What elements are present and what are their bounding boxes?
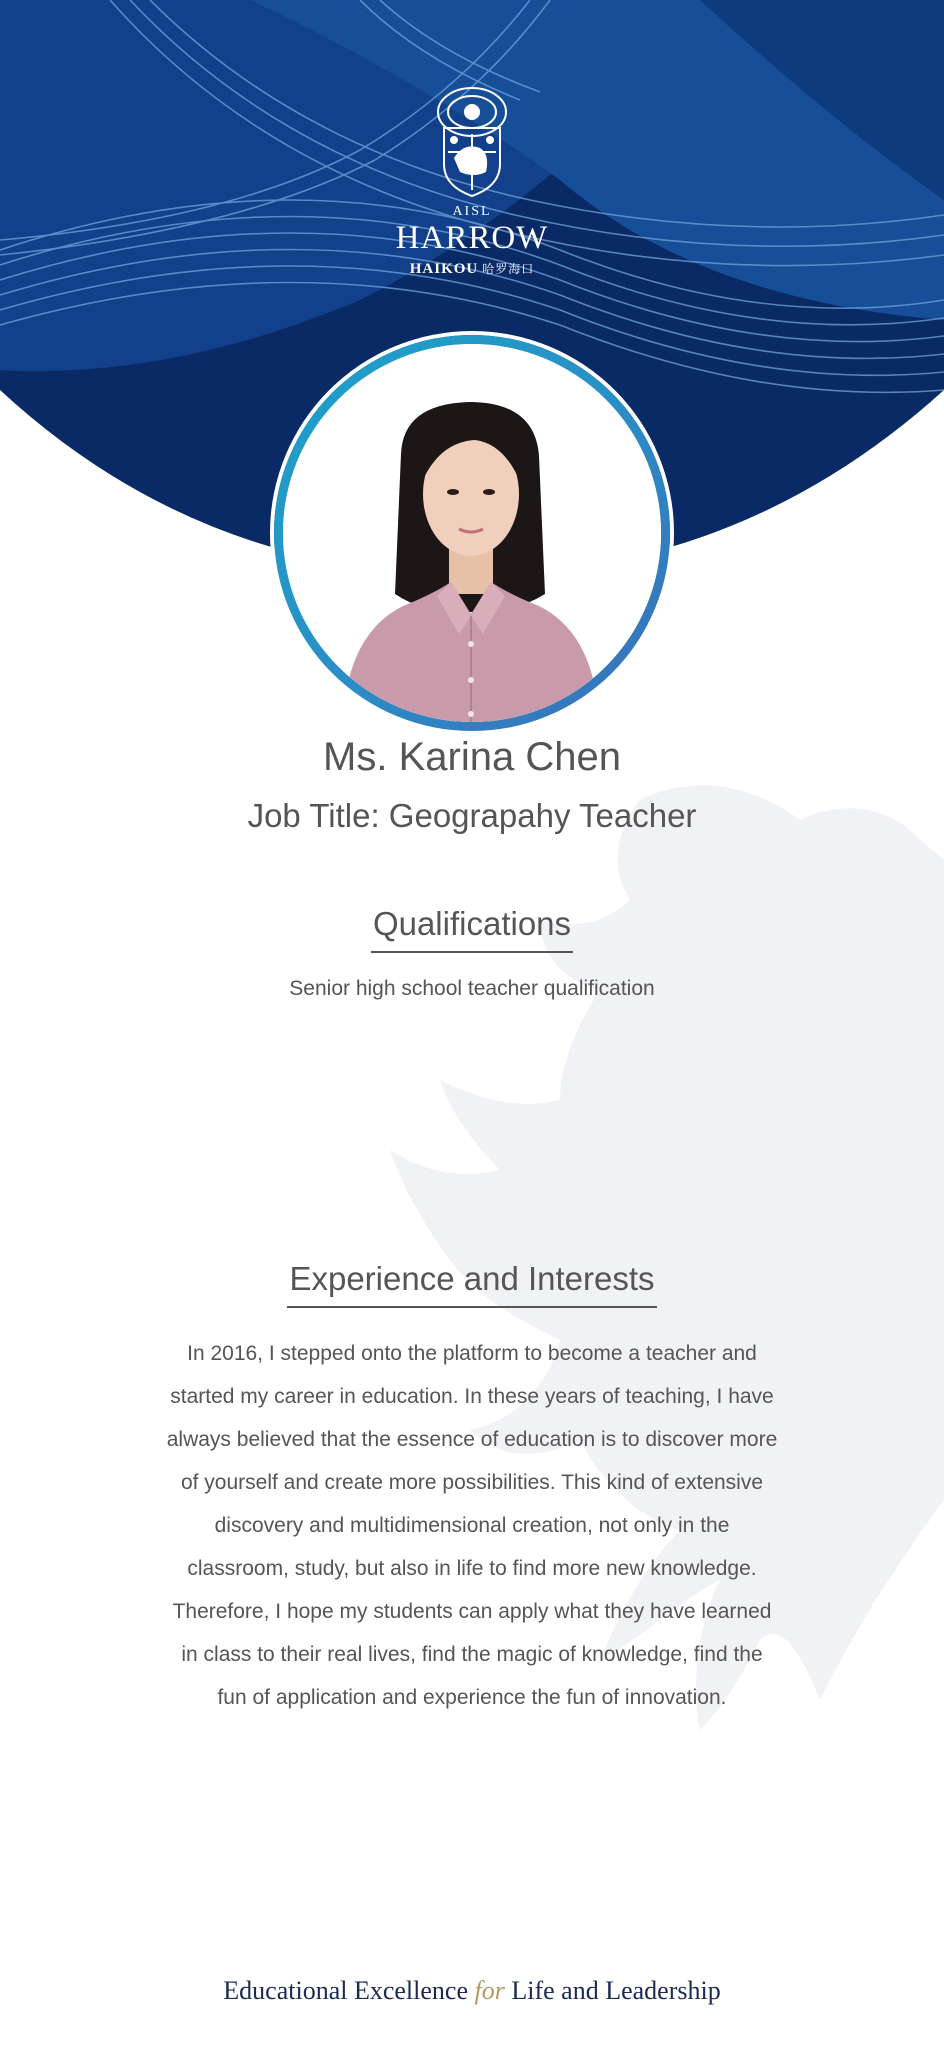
tagline-part1: Educational Excellence [223, 1976, 468, 2005]
qualifications-heading [0, 905, 944, 953]
logo-haikou-cn: 哈罗海口 [482, 262, 535, 276]
experience-line: started my career in education. In these years of teaching, I have [170, 1385, 774, 1408]
portrait-frame [274, 335, 670, 731]
teacher-portrait-photo-icon [283, 344, 661, 722]
experience-line: in class to their real lives, find the magic of knowledge, find the [181, 1643, 763, 1666]
qualifications-heading-text: Qualifications [371, 905, 573, 953]
school-logo [0, 82, 944, 278]
tagline-for: for [474, 1976, 505, 2005]
experience-heading-text: Experience and Interests [287, 1260, 656, 1308]
experience-line: fun of application and experience the fun of innovation. [217, 1686, 727, 1709]
logo-line-haikou [0, 260, 944, 278]
experience-heading [0, 1260, 944, 1308]
logo-line-aisl: AISL [452, 204, 492, 219]
logo-haikou-en: HAIKOU [409, 261, 479, 277]
experience-line: of yourself and create more possibilities. This kind of extensive [180, 1471, 764, 1494]
teacher-name: Ms. Karina Chen [323, 735, 621, 779]
logo-line-harrow: HARROW [395, 220, 549, 256]
qualifications-text: Senior high school teacher qualification [289, 977, 655, 1000]
experience-paragraph [130, 1332, 814, 1719]
experience-line: classroom, study, but also in life to find more new knowledge. [187, 1557, 757, 1580]
portrait-photo [283, 344, 661, 722]
experience-line: Therefore, I hope my students can apply what they have learned [172, 1600, 772, 1623]
crest-icon [424, 82, 520, 200]
tagline-part2: Life and Leadership [511, 1976, 721, 2005]
experience-line: always believed that the essence of education is to discover more [166, 1428, 778, 1451]
footer-tagline [0, 1976, 944, 2006]
experience-line: discovery and multidimensional creation, not only in the [214, 1514, 730, 1537]
job-title: Job Title: Geograpahy Teacher [247, 797, 697, 834]
experience-line: In 2016, I stepped onto the platform to become a teacher and [187, 1342, 757, 1365]
